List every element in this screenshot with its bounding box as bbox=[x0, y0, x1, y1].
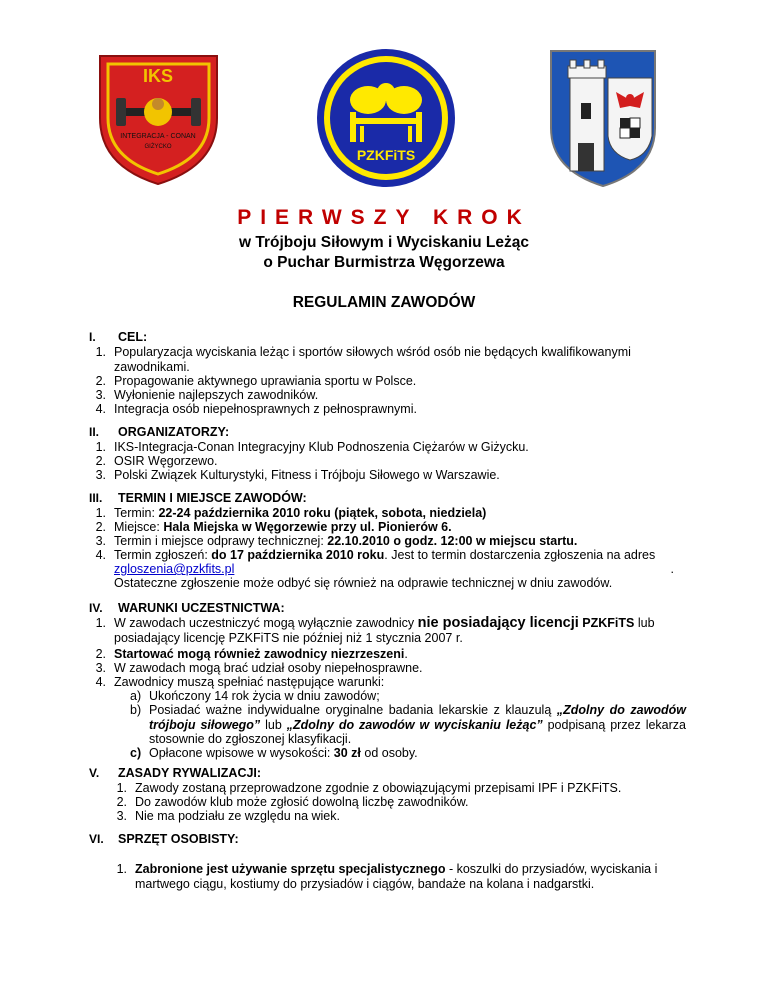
section-number: IV. bbox=[89, 601, 103, 615]
section-title: WARUNKI UCZESTNICTWA: bbox=[118, 601, 285, 615]
event-subtitle-1: w Trójboju Siłowym i Wyciskaniu Leżąc bbox=[239, 234, 529, 251]
logos-row bbox=[0, 48, 768, 188]
event-title: PIERWSZY KROK bbox=[237, 206, 531, 229]
regulations-heading: REGULAMIN ZAWODÓW bbox=[292, 294, 476, 311]
email-link[interactable]: zgloszenia@pzkfits.pl bbox=[114, 562, 235, 576]
section-title: SPRZĘT OSOBISTY: bbox=[118, 832, 239, 846]
iks-club-logo bbox=[96, 48, 221, 188]
section-number: V. bbox=[89, 766, 100, 780]
section-title: ORGANIZATORZY: bbox=[118, 425, 230, 439]
section-title: ZASADY RYWALIZACJI: bbox=[118, 766, 262, 780]
section-number: II. bbox=[89, 425, 100, 439]
section-title: CEL: bbox=[118, 330, 148, 344]
wegorzewo-crest bbox=[548, 48, 658, 188]
iks-logo-text: IKS bbox=[142, 66, 174, 86]
iks-logo-line2: GIŻYCKO bbox=[144, 144, 172, 150]
section-number: VI. bbox=[89, 832, 104, 846]
event-subtitle-2: o Puchar Burmistrza Węgorzewa bbox=[263, 254, 505, 271]
section-number: III. bbox=[89, 491, 103, 505]
iks-logo-line1: INTEGRACJA - CONAN bbox=[120, 133, 196, 140]
section-number: I. bbox=[89, 330, 96, 344]
pzkfits-logo-text: PZKFiTS bbox=[356, 147, 416, 163]
pzkfits-logo bbox=[310, 48, 462, 188]
section-title: TERMIN I MIEJSCE ZAWODÓW: bbox=[118, 491, 307, 505]
